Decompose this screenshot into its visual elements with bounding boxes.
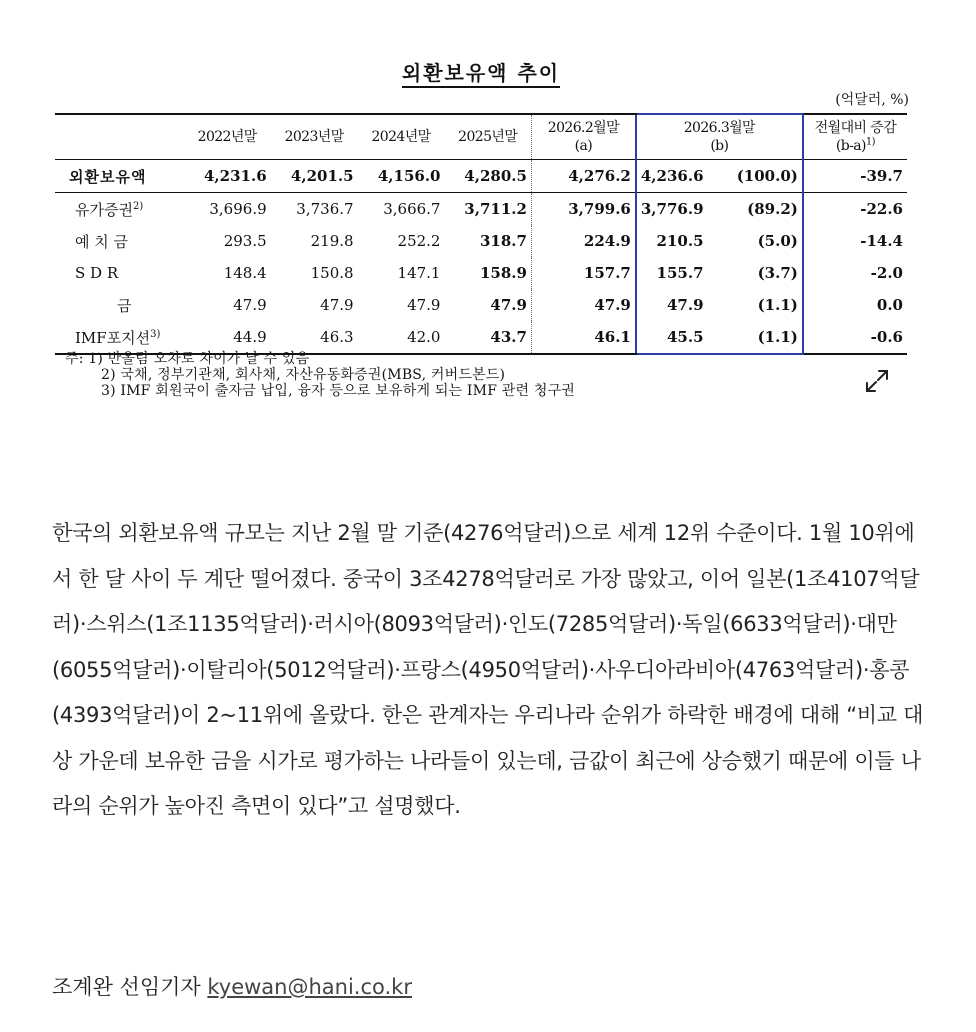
row-label: 예 치 금 [75, 232, 129, 251]
header-2023: 2023년말 [271, 114, 358, 160]
byline [52, 972, 412, 1002]
row-sdr [55, 257, 907, 289]
cell-2026-feb: 224.9 [583, 232, 631, 250]
footnote-2: 2) 국채, 정부기관채, 회사채, 자산유동화증권(MBS, 커버드본드) [101, 367, 506, 383]
cell-2023: 47.9 [320, 296, 354, 314]
cell-2026-mar: 4,236.6 [636, 160, 708, 193]
row-label: 외환보유액 [55, 160, 184, 193]
cell-2023: 46.3 [271, 321, 358, 354]
cell-share: (3.7) [708, 257, 803, 289]
cell-2024: 3,666.7 [383, 200, 441, 218]
cell-change: 0.0 [876, 296, 903, 314]
cell-share: (100.0) [708, 160, 803, 193]
cell-change: -39.7 [803, 160, 907, 193]
header-2024: 2024년말 [358, 114, 445, 160]
row-total-reserves [55, 160, 907, 193]
cell-2024: 147.1 [397, 264, 441, 282]
cell-2024: 252.2 [397, 232, 441, 250]
cell-2024: 4,156.0 [358, 160, 445, 193]
cell-share: (1.1) [708, 321, 803, 354]
cell-2024: 42.0 [358, 321, 445, 354]
cell-change: -14.4 [860, 232, 903, 250]
author-name: 조계완 선임기자 [52, 975, 201, 999]
header-2026-feb: 2026.2월말 (a) [531, 114, 635, 160]
row-deposits [55, 225, 907, 257]
cell-2022: 4,231.6 [184, 160, 271, 193]
cell-2026-mar: 210.5 [636, 225, 708, 257]
row-label: IMF포지션$^{3)}$ [55, 321, 184, 354]
cell-change: -22.6 [860, 200, 903, 218]
cell-2025: 158.9 [444, 257, 531, 289]
cell-2026-feb: 4,276.2 [531, 160, 635, 193]
table-unit: (억달러, %) [835, 92, 909, 108]
table-title: 외환보유액 추이 [55, 57, 907, 86]
cell-2026-mar: 155.7 [636, 257, 708, 289]
row-securities [55, 193, 907, 226]
row-imf-position [55, 321, 907, 354]
cell-change: -2.0 [870, 264, 903, 282]
cell-share: (5.0) [708, 225, 803, 257]
author-email-link[interactable]: kyewan@hani.co.kr [207, 975, 412, 999]
cell-2026-feb: 3,799.6 [568, 200, 631, 218]
cell-2022: 148.4 [223, 264, 267, 282]
cell-share: (89.2) [708, 193, 803, 226]
cell-2025: 47.9 [444, 289, 531, 321]
row-gold [55, 289, 907, 321]
cell-2022: 293.5 [223, 232, 267, 250]
article-paragraph: 한국의 외환보유액 규모는 지난 2월 말 기준(4276억달러)으로 세계 12위 수준이다. 1월 10위에서 한 달 사이 두 계단 떨어졌다. 중국이 3조4278억달러로 가장 많았고, 이어 일본(1조4107억달러)·스위스(1조1135억달러)·러시아(8093억달러)·인도(7285억달러)·독일(6633억달러)·대만(6055억달러)·이탈리아(5012억달러)·프랑스(4950억달러)·사우디아라비아(4763억달러)·홍콩(4393억달러)이 2~11위에 올랐다. 한은 관계자는 우리나라 순위가 하락한 배경에 대해 “비교 대상 가운데 보유한 금을 시가로 평가하는 나라들이 있는데, 금값이 최근에 상승했기 때문에 이들 나라의 순위가 높아진 측면이 있다”고 설명했다. [52, 521, 924, 818]
cell-2025: 43.7 [444, 321, 531, 354]
expand-arrows-icon[interactable] [863, 367, 891, 395]
cell-2025: 4,280.5 [444, 160, 531, 193]
row-label: S D R [75, 264, 119, 282]
cell-2024: 47.9 [407, 296, 441, 314]
header-2026-mar: 2026.3월말 (b) [636, 114, 803, 160]
cell-share: (1.1) [708, 289, 803, 321]
cell-2022: 44.9 [184, 321, 271, 354]
cell-2023: 150.8 [310, 264, 354, 282]
cell-2026-mar: 3,776.9 [636, 193, 708, 226]
cell-2025: 3,711.2 [444, 193, 531, 226]
row-label: 금 [117, 296, 132, 315]
table-footnotes [65, 351, 575, 399]
header-blank [55, 114, 184, 160]
cell-2022: 47.9 [233, 296, 267, 314]
table-header-row [55, 114, 907, 160]
header-2022: 2022년말 [184, 114, 271, 160]
cell-change: -0.6 [803, 321, 907, 354]
cell-2026-feb: 47.9 [594, 296, 631, 314]
cell-2022: 3,696.9 [209, 200, 267, 218]
reserves-table-figure [55, 55, 915, 425]
footnote-1: 주: 1) 반올림 오차로 차이가 날 수 있음 [65, 351, 310, 367]
cell-2026-mar: 47.9 [636, 289, 708, 321]
row-label: 유가증권$^{2)}$ [75, 200, 144, 219]
cell-2026-feb: 157.7 [583, 264, 631, 282]
header-2025: 2025년말 [444, 114, 531, 160]
header-change: 전월대비 증감 $(b-a)^{1)}$ [803, 114, 907, 160]
footnote-3: 3) IMF 회원국이 출자금 납입, 융자 등으로 보유하게 되는 IMF 관련 청구권 [101, 383, 576, 399]
cell-2023: 3,736.7 [296, 200, 354, 218]
cell-2023: 219.8 [310, 232, 354, 250]
cell-2023: 4,201.5 [271, 160, 358, 193]
cell-2026-feb: 46.1 [531, 321, 635, 354]
cell-2025: 318.7 [444, 225, 531, 257]
reserves-table [55, 113, 907, 355]
cell-2026-mar: 45.5 [636, 321, 708, 354]
